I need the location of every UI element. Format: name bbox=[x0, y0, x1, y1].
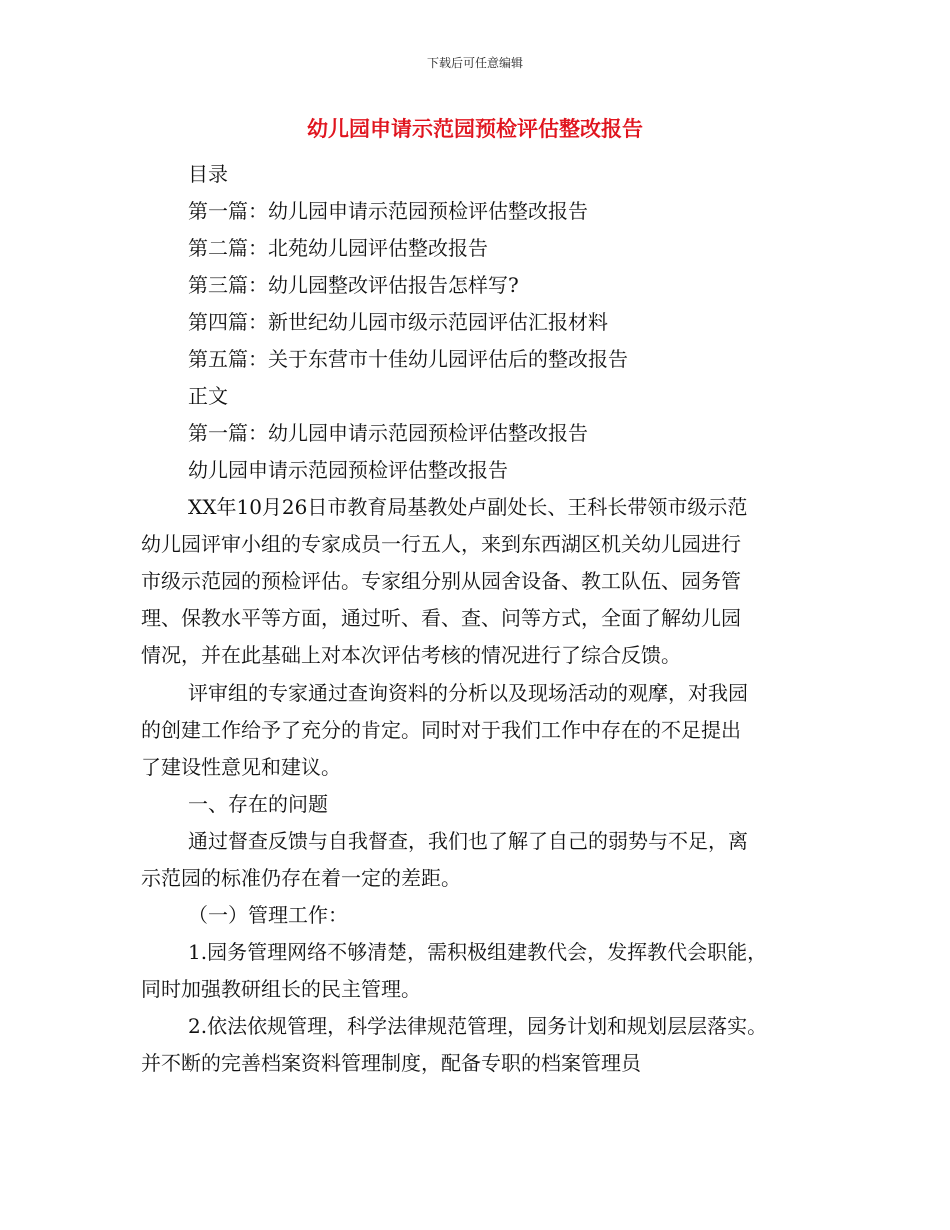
paragraph-3-line-1: 通过督查反馈与自我督查，我们也了解了自己的弱势与不足，离 bbox=[188, 829, 748, 853]
toc-item-4: 第四篇：新世纪幼儿园市级示范园评估汇报材料 bbox=[188, 310, 608, 334]
subsection-heading-1: （一）管理工作： bbox=[188, 903, 348, 927]
body-label: 正文 bbox=[188, 384, 228, 408]
section-heading-1: 一、存在的问题 bbox=[188, 792, 328, 816]
toc-item-2: 第二篇：北苑幼儿园评估整改报告 bbox=[188, 236, 488, 260]
paragraph-1-line-3: 市级示范园的预检评估。专家组分别从园舍设备、教工队伍、园务管 bbox=[141, 569, 741, 593]
toc-item-5: 第五篇：关于东营市十佳幼儿园评估后的整改报告 bbox=[188, 347, 628, 371]
chapter-subtitle: 幼儿园申请示范园预检评估整改报告 bbox=[188, 458, 508, 482]
paragraph-2-line-3: 了建设性意见和建议。 bbox=[141, 755, 341, 779]
toc-item-3: 第三篇：幼儿园整改评估报告怎样写? bbox=[188, 273, 519, 297]
item-1-line-2: 同时加强教研组长的民主管理。 bbox=[141, 977, 421, 1001]
paragraph-1-line-1: XX年10月26日市教育局基教处卢副处长、王科长带领市级示范 bbox=[188, 495, 748, 519]
paragraph-2-line-1: 评审组的专家通过查询资料的分析以及现场活动的观摩，对我园 bbox=[188, 681, 748, 705]
toc-item-1: 第一篇：幼儿园申请示范园预检评估整改报告 bbox=[188, 199, 588, 223]
paragraph-1-line-2: 幼儿园评审小组的专家成员一行五人，来到东西湖区机关幼儿园进行 bbox=[141, 532, 741, 556]
paragraph-3-line-2: 示范园的标准仍存在着一定的差距。 bbox=[141, 866, 461, 890]
document-title: 幼儿园申请示范园预检评估整改报告 bbox=[307, 116, 643, 141]
chapter-heading: 第一篇：幼儿园申请示范园预检评估整改报告 bbox=[188, 421, 588, 445]
paragraph-1-line-4: 理、保教水平等方面，通过听、看、查、问等方式，全面了解幼儿园 bbox=[141, 606, 741, 630]
toc-label: 目录 bbox=[188, 162, 228, 186]
paragraph-1-line-5: 情况，并在此基础上对本次评估考核的情况进行了综合反馈。 bbox=[141, 643, 681, 667]
item-2-line-2: 并不断的完善档案资料管理制度，配备专职的档案管理员 bbox=[141, 1051, 641, 1075]
paragraph-2-line-2: 的创建工作给予了充分的肯定。同时对于我们工作中存在的不足提出 bbox=[141, 718, 741, 742]
item-2-line-1: 2.依法依规管理，科学法律规范管理，园务计划和规划层层落实。 bbox=[188, 1014, 768, 1038]
header-note: 下载后可任意编辑 bbox=[426, 56, 523, 70]
item-1-line-1: 1.园务管理网络不够清楚，需积极组建教代会，发挥教代会职能， bbox=[188, 940, 768, 964]
